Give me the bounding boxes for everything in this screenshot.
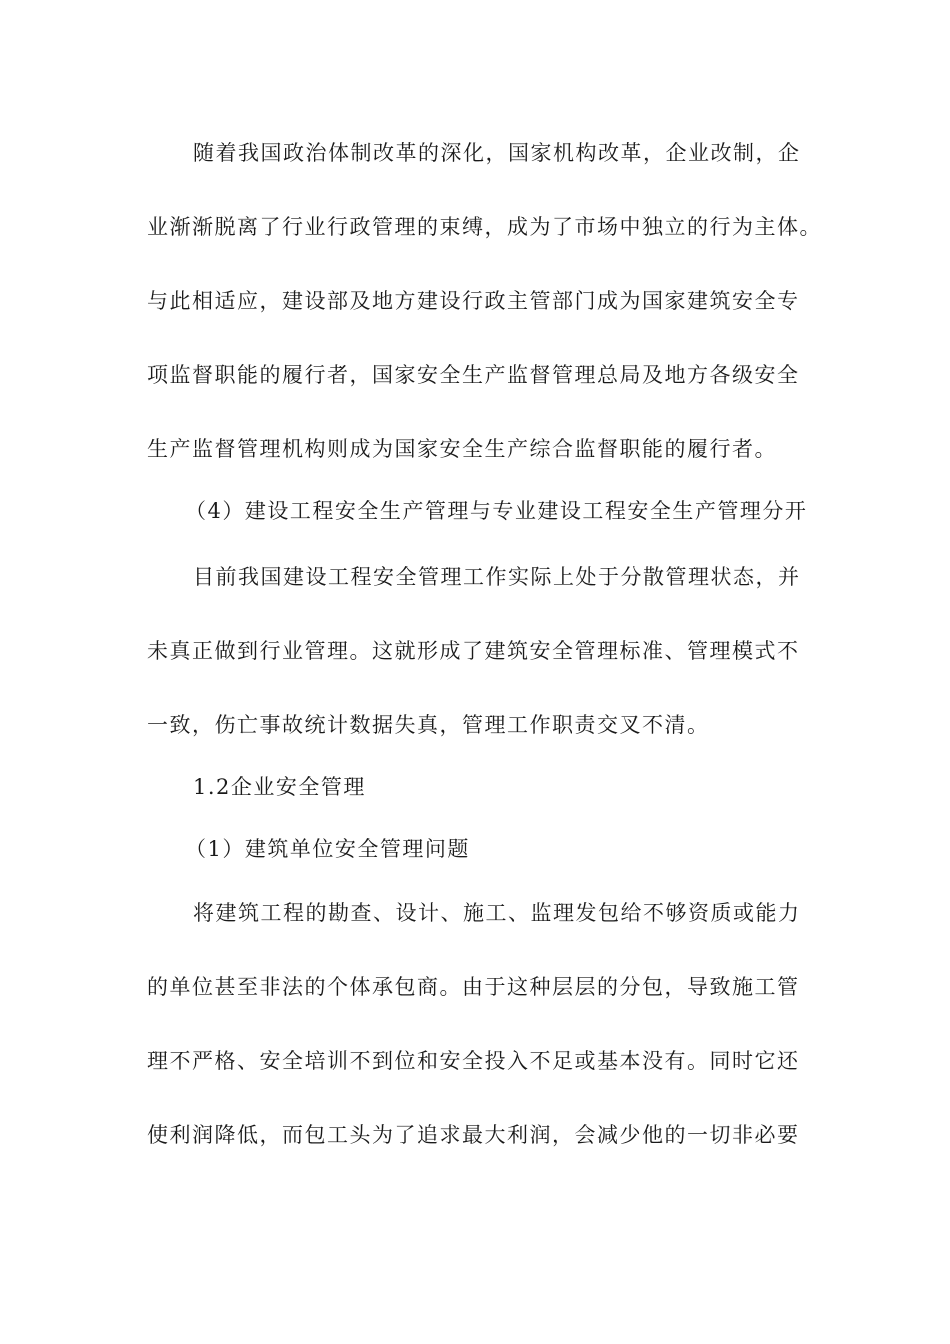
paragraph-2-line-1: 目前我国建设工程安全管理工作实际上处于分散管理状态，并 [193,565,801,589]
paragraph-1-line-2: 业渐渐脱离了行业行政管理的束缚，成为了市场中独立的行为主体。 [147,215,822,239]
paragraph-3-line-4: 使利润降低，而包工头为了追求最大利润，会减少他的一切非必要 [147,1123,800,1147]
paragraph-2-line-2: 未真正做到行业管理。这就形成了建筑安全管理标准、管理模式不 [147,639,800,663]
section-heading-1-2: 1.2企业安全管理 [193,775,366,799]
subheading-1: （1）建筑单位安全管理问题 [185,837,470,861]
paragraph-1-line-1: 随着我国政治体制改革的深化，国家机构改革，企业改制，企 [193,141,801,165]
paragraph-3-line-3: 理不严格、安全培训不到位和安全投入不足或基本没有。同时它还 [147,1049,800,1073]
paragraph-3-line-2: 的单位甚至非法的个体承包商。由于这种层层的分包，导致施工管 [147,975,800,999]
paragraph-1-line-3: 与此相适应，建设部及地方建设行政主管部门成为国家建筑安全专 [147,289,800,313]
paragraph-1-line-4: 项监督职能的履行者，国家安全生产监督管理总局及地方各级安全 [147,363,800,387]
subheading-4: （4）建设工程安全生产管理与专业建设工程安全生产管理分开 [185,499,808,523]
paragraph-3-line-1: 将建筑工程的勘查、设计、施工、监理发包给不够资质或能力 [193,901,801,925]
paragraph-2-line-3: 一致，伤亡事故统计数据失真，管理工作职责交叉不清。 [147,713,710,737]
paragraph-1-line-5: 生产监督管理机构则成为国家安全生产综合监督职能的履行者。 [147,437,777,461]
